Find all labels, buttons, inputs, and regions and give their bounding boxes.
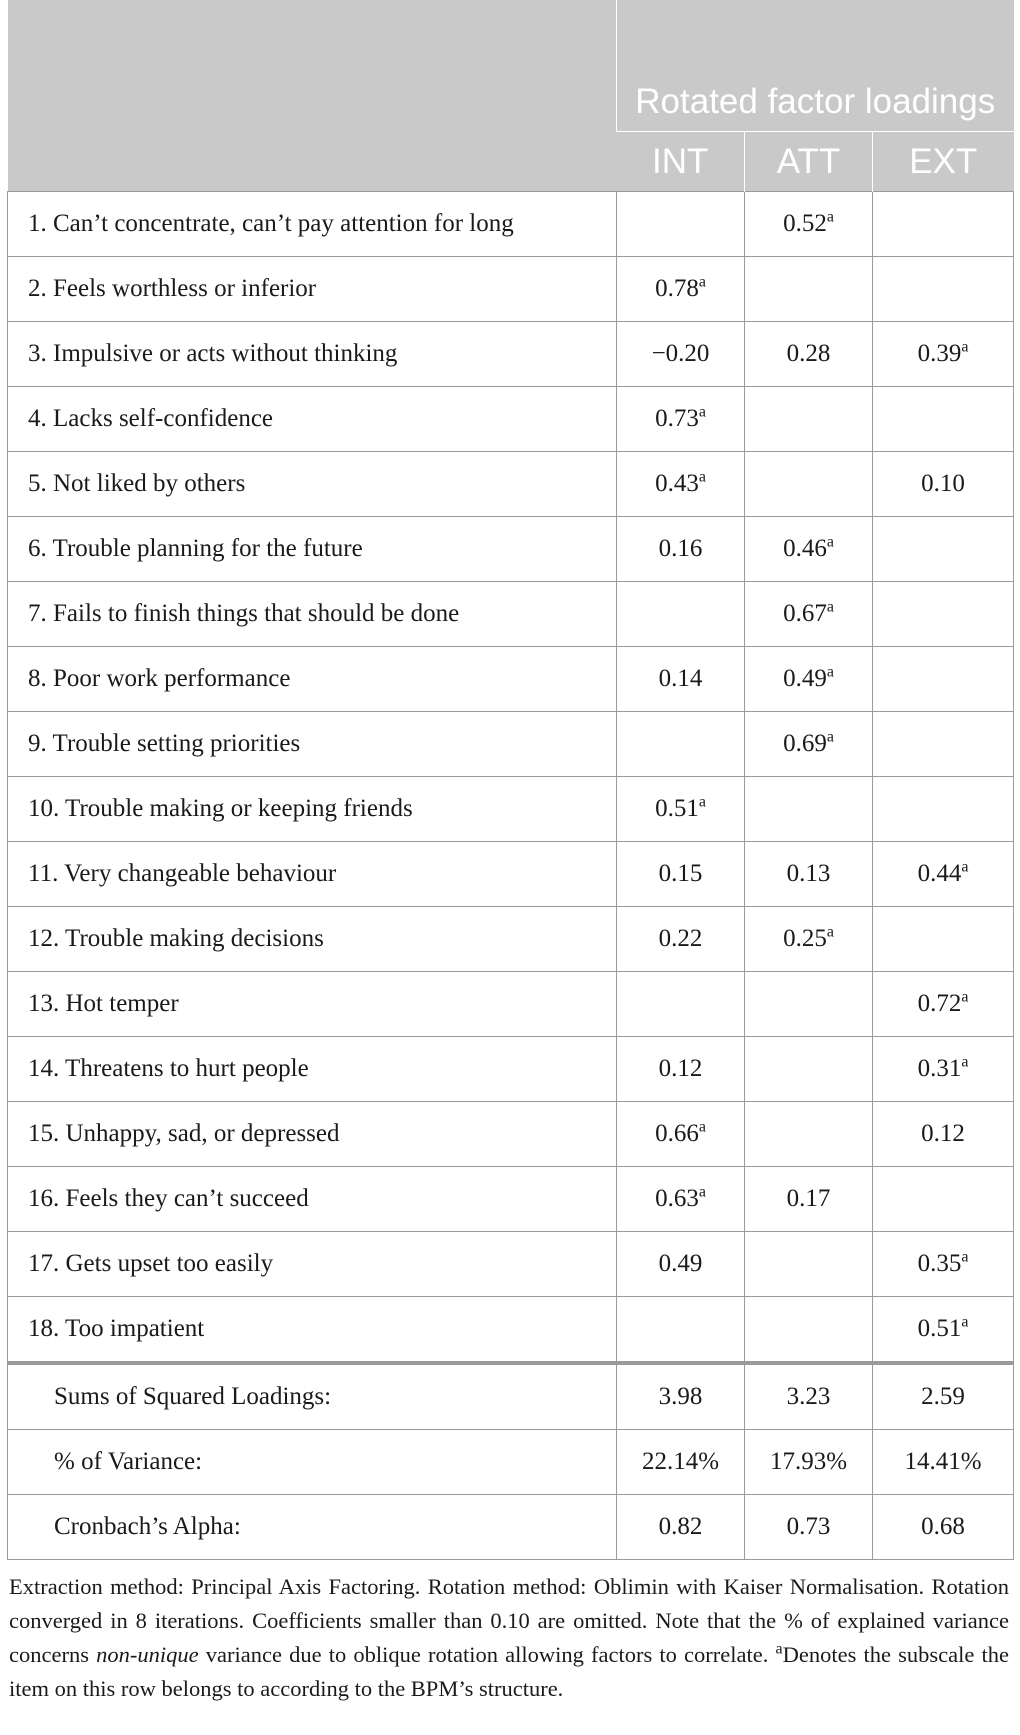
loading-ext bbox=[873, 1232, 1014, 1297]
footnote-emphasis: non-unique bbox=[96, 1642, 199, 1667]
loading-int bbox=[617, 1167, 745, 1232]
item-label: 7. Fails to finish things that should be done bbox=[8, 582, 617, 647]
subscale-marker: a bbox=[961, 1313, 969, 1331]
loading-ext-value: 0.39 bbox=[917, 340, 962, 367]
table-row bbox=[8, 387, 1014, 452]
loading-ext bbox=[873, 907, 1014, 972]
loading-att bbox=[745, 1102, 873, 1167]
summary-label: Cronbach’s Alpha: bbox=[8, 1495, 617, 1560]
loading-ext bbox=[873, 1167, 1014, 1232]
summary-ext bbox=[873, 1495, 1014, 1560]
table-row bbox=[8, 192, 1014, 257]
loading-ext bbox=[873, 192, 1014, 257]
factor-loadings-table-container bbox=[7, 0, 1013, 1706]
table-row bbox=[8, 322, 1014, 387]
item-label: 14. Threatens to hurt people bbox=[8, 1037, 617, 1102]
table-row bbox=[8, 1167, 1014, 1232]
subscale-marker: a bbox=[961, 1248, 969, 1266]
loading-att bbox=[745, 1167, 873, 1232]
loading-att bbox=[745, 907, 873, 972]
loading-ext-value: 0.31 bbox=[917, 1055, 962, 1082]
loading-ext-value: 0.72 bbox=[917, 990, 962, 1017]
loading-int bbox=[617, 777, 745, 842]
item-label: 2. Feels worthless or inferior bbox=[8, 257, 617, 322]
loading-att bbox=[745, 257, 873, 322]
subscale-marker: a bbox=[698, 403, 706, 421]
loading-ext bbox=[873, 387, 1014, 452]
loading-ext bbox=[873, 842, 1014, 907]
loading-int-value: 0.22 bbox=[658, 925, 703, 952]
loading-int bbox=[617, 517, 745, 582]
header-empty-cell bbox=[8, 0, 617, 192]
loading-int bbox=[617, 582, 745, 647]
loading-ext bbox=[873, 517, 1014, 582]
footnote-marker: a bbox=[775, 1640, 783, 1658]
subscale-marker: a bbox=[826, 208, 834, 226]
summary-int bbox=[617, 1430, 745, 1495]
loading-int bbox=[617, 907, 745, 972]
item-label: 10. Trouble making or keeping friends bbox=[8, 777, 617, 842]
loading-att bbox=[745, 1297, 873, 1364]
loading-att bbox=[745, 1232, 873, 1297]
loading-att bbox=[745, 192, 873, 257]
item-label: 5. Not liked by others bbox=[8, 452, 617, 517]
table-row bbox=[8, 712, 1014, 777]
table-row bbox=[8, 1037, 1014, 1102]
subscale-marker: a bbox=[826, 663, 834, 681]
loading-ext bbox=[873, 777, 1014, 842]
loading-int-value: 0.63 bbox=[655, 1185, 699, 1212]
loading-int bbox=[617, 1297, 745, 1364]
summary-ext bbox=[873, 1363, 1014, 1430]
table-row bbox=[8, 517, 1014, 582]
item-label: 16. Feels they can’t succeed bbox=[8, 1167, 617, 1232]
table-row bbox=[8, 972, 1014, 1037]
loading-att-value: 0.69 bbox=[783, 730, 827, 757]
loading-int bbox=[617, 192, 745, 257]
item-label: 15. Unhappy, sad, or depressed bbox=[8, 1102, 617, 1167]
table-row bbox=[8, 647, 1014, 712]
loading-int-value: 0.73 bbox=[655, 405, 699, 432]
loading-ext bbox=[873, 257, 1014, 322]
loading-att bbox=[745, 1037, 873, 1102]
footnote-text-2: variance due to oblique rotation allowing factors to correlate. bbox=[198, 1642, 776, 1667]
summary-label: % of Variance: bbox=[8, 1430, 617, 1495]
loading-int-value: −0.20 bbox=[651, 340, 710, 367]
loading-ext bbox=[873, 322, 1014, 387]
item-label: 8. Poor work performance bbox=[8, 647, 617, 712]
item-label: 11. Very changeable behaviour bbox=[8, 842, 617, 907]
loading-att bbox=[745, 387, 873, 452]
item-label: 18. Too impatient bbox=[8, 1297, 617, 1364]
loading-att bbox=[745, 712, 873, 777]
summary-row bbox=[8, 1430, 1014, 1495]
summary-ext-value: 0.68 bbox=[921, 1513, 965, 1540]
subscale-marker: a bbox=[961, 1053, 969, 1071]
loading-int bbox=[617, 452, 745, 517]
loading-att-value: 0.49 bbox=[783, 665, 827, 692]
item-label: 3. Impulsive or acts without thinking bbox=[8, 322, 617, 387]
loading-int-value: 0.66 bbox=[655, 1120, 699, 1147]
subscale-marker: a bbox=[826, 728, 834, 746]
table-row bbox=[8, 257, 1014, 322]
loading-att-value: 0.28 bbox=[786, 340, 831, 367]
table-row bbox=[8, 582, 1014, 647]
table-row bbox=[8, 1232, 1014, 1297]
subscale-marker: a bbox=[826, 923, 834, 941]
loading-int bbox=[617, 842, 745, 907]
loading-int-value: 0.14 bbox=[658, 665, 703, 692]
table-row bbox=[8, 1297, 1014, 1364]
item-label: 9. Trouble setting priorities bbox=[8, 712, 617, 777]
subscale-marker: a bbox=[961, 338, 969, 356]
table-footnote bbox=[7, 1570, 1013, 1706]
loading-int bbox=[617, 322, 745, 387]
summary-ext-value: 14.41% bbox=[904, 1448, 982, 1475]
loading-att bbox=[745, 452, 873, 517]
subscale-marker: a bbox=[961, 858, 969, 876]
subscale-marker: a bbox=[826, 533, 834, 551]
summary-int-value: 3.98 bbox=[658, 1383, 703, 1410]
loading-int-value: 0.12 bbox=[658, 1055, 703, 1082]
loading-att-value: 0.67 bbox=[783, 600, 827, 627]
summary-row bbox=[8, 1495, 1014, 1560]
loading-att-value: 0.13 bbox=[786, 860, 831, 887]
loading-ext-value: 0.51 bbox=[917, 1315, 962, 1342]
table-row bbox=[8, 452, 1014, 517]
subscale-marker: a bbox=[698, 1183, 706, 1201]
subscale-marker: a bbox=[698, 1118, 706, 1136]
table-body bbox=[8, 192, 1014, 1560]
loading-int bbox=[617, 1102, 745, 1167]
loading-int-value: 0.78 bbox=[655, 275, 699, 302]
table-row bbox=[8, 777, 1014, 842]
loading-int bbox=[617, 387, 745, 452]
subscale-marker: a bbox=[698, 793, 706, 811]
subscale-marker: a bbox=[698, 468, 706, 486]
item-label: 17. Gets upset too easily bbox=[8, 1232, 617, 1297]
loading-int bbox=[617, 712, 745, 777]
loading-att bbox=[745, 842, 873, 907]
summary-att-value: 0.73 bbox=[786, 1513, 831, 1540]
summary-int-value: 0.82 bbox=[658, 1513, 703, 1540]
loading-att-value: 0.52 bbox=[783, 210, 827, 237]
loading-int bbox=[617, 1037, 745, 1102]
loading-att bbox=[745, 647, 873, 712]
header-col-int: INT bbox=[617, 132, 745, 192]
table-row bbox=[8, 1102, 1014, 1167]
summary-int-value: 22.14% bbox=[641, 1448, 720, 1475]
table-row bbox=[8, 907, 1014, 972]
item-label: 4. Lacks self-confidence bbox=[8, 387, 617, 452]
loading-ext bbox=[873, 647, 1014, 712]
footnote-text-1: Extraction method: Principal Axis Factoring. Rotation method: Oblimin with Kaiser Normalisation. Rotation converged in 8 iterations. Coefficients smaller than 0.10 are omitted. Note that the % of explained variance concerns bbox=[9, 1574, 1009, 1667]
item-label: 1. Can’t concentrate, can’t pay attention for long bbox=[8, 192, 617, 257]
loading-int-value: 0.15 bbox=[658, 860, 703, 887]
item-label: 12. Trouble making decisions bbox=[8, 907, 617, 972]
loading-ext bbox=[873, 1037, 1014, 1102]
loading-ext bbox=[873, 452, 1014, 517]
item-label: 6. Trouble planning for the future bbox=[8, 517, 617, 582]
loading-int bbox=[617, 647, 745, 712]
loading-ext-value: 0.44 bbox=[917, 860, 962, 887]
loading-att bbox=[745, 517, 873, 582]
header-col-att: ATT bbox=[745, 132, 873, 192]
summary-int bbox=[617, 1363, 745, 1430]
loading-int bbox=[617, 257, 745, 322]
summary-int bbox=[617, 1495, 745, 1560]
subscale-marker: a bbox=[698, 273, 706, 291]
loading-int-value: 0.49 bbox=[658, 1250, 703, 1277]
loading-ext bbox=[873, 1102, 1014, 1167]
summary-ext-value: 2.59 bbox=[921, 1383, 965, 1410]
loading-att bbox=[745, 777, 873, 842]
summary-att bbox=[745, 1363, 873, 1430]
subscale-marker: a bbox=[826, 598, 834, 616]
loading-int bbox=[617, 1232, 745, 1297]
loading-ext-value: 0.35 bbox=[917, 1250, 962, 1277]
summary-ext bbox=[873, 1430, 1014, 1495]
subscale-marker: a bbox=[961, 988, 969, 1006]
loading-att bbox=[745, 972, 873, 1037]
loading-att bbox=[745, 322, 873, 387]
summary-row bbox=[8, 1363, 1014, 1430]
loading-ext bbox=[873, 1297, 1014, 1364]
table-row bbox=[8, 842, 1014, 907]
loading-int bbox=[617, 972, 745, 1037]
factor-loadings-table bbox=[7, 0, 1014, 1560]
summary-att-value: 3.23 bbox=[786, 1383, 831, 1410]
loading-int-value: 0.16 bbox=[658, 535, 703, 562]
loading-att-value: 0.17 bbox=[786, 1185, 831, 1212]
footnote-text-3: Denotes the subscale the item on this row belongs to according to the BPM’s structure. bbox=[9, 1642, 1009, 1701]
loading-att-value: 0.25 bbox=[783, 925, 827, 952]
item-label: 13. Hot temper bbox=[8, 972, 617, 1037]
header-col-ext: EXT bbox=[873, 132, 1014, 192]
summary-att bbox=[745, 1495, 873, 1560]
loading-ext-value: 0.10 bbox=[921, 470, 965, 497]
header-group-label: Rotated factor loadings bbox=[617, 0, 1014, 132]
table-header bbox=[8, 0, 1014, 192]
summary-att bbox=[745, 1430, 873, 1495]
loading-int-value: 0.51 bbox=[655, 795, 699, 822]
loading-int-value: 0.43 bbox=[655, 470, 699, 497]
loading-ext bbox=[873, 712, 1014, 777]
loading-ext bbox=[873, 972, 1014, 1037]
loading-att-value: 0.46 bbox=[783, 535, 827, 562]
loading-ext-value: 0.12 bbox=[921, 1120, 965, 1147]
summary-label: Sums of Squared Loadings: bbox=[8, 1363, 617, 1430]
loading-ext bbox=[873, 582, 1014, 647]
summary-att-value: 17.93% bbox=[769, 1448, 848, 1475]
loading-att bbox=[745, 582, 873, 647]
